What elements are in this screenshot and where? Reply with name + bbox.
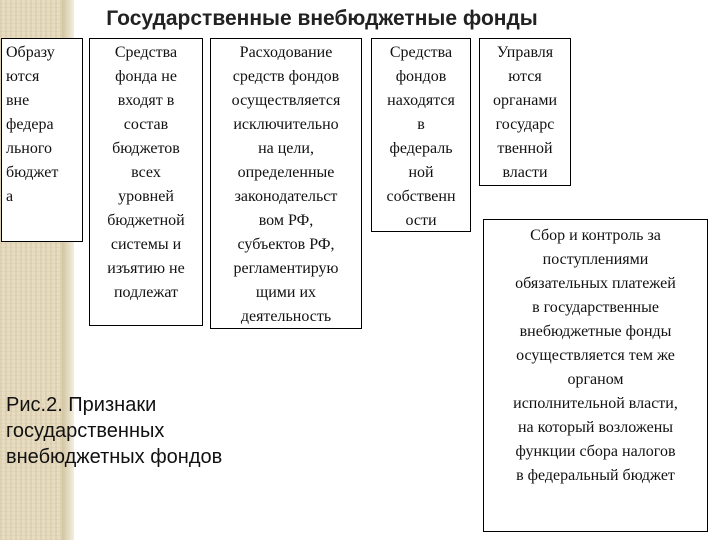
box-line: ости bbox=[405, 212, 437, 229]
feature-box-collection-control bbox=[483, 219, 708, 532]
box-line: осуществляется тем же bbox=[516, 347, 675, 364]
caption-line: внебюджетных фондов bbox=[6, 446, 223, 468]
box-line: льного bbox=[6, 140, 53, 157]
box-line: Средства bbox=[114, 44, 178, 61]
box-line: внебюджетные фонды bbox=[519, 323, 672, 340]
box-line: исполнительной власти, bbox=[513, 395, 678, 412]
box-line: на цели, bbox=[258, 140, 314, 157]
box-line: бюджетной bbox=[107, 212, 185, 229]
box-line: Сбор и контроль за bbox=[530, 227, 661, 244]
box-line: ются bbox=[508, 68, 542, 85]
feature-box-formed-outside-budget bbox=[1, 38, 83, 242]
box-line: подлежат bbox=[113, 284, 179, 301]
box-line: Образу bbox=[6, 44, 55, 61]
box-line: обязательных платежей bbox=[515, 275, 676, 292]
box-line: функции сбора налогов bbox=[515, 443, 676, 460]
box-line: регламентирую bbox=[233, 260, 339, 277]
box-line: Управля bbox=[496, 44, 554, 61]
caption-line: Рис.2. Признаки bbox=[6, 394, 157, 416]
box-line: федера bbox=[6, 116, 54, 133]
feature-box-federal-property bbox=[371, 38, 471, 232]
feature-box-not-in-budgets bbox=[89, 38, 203, 326]
box-line: состав bbox=[123, 116, 169, 133]
box-line: средств фондов bbox=[232, 68, 340, 85]
box-line: поступлениями bbox=[542, 251, 649, 268]
box-line: бюджет bbox=[6, 164, 59, 181]
feature-box-targeted-spending bbox=[210, 38, 362, 329]
box-line: вом РФ, bbox=[258, 212, 314, 229]
box-line: входят в bbox=[117, 92, 175, 109]
box-line: власти bbox=[502, 164, 548, 181]
box-line: Расходование bbox=[239, 44, 333, 61]
box-line: в федеральный бюджет bbox=[516, 467, 675, 484]
box-line: деятельность bbox=[240, 308, 332, 325]
box-line: федераль bbox=[389, 140, 453, 157]
box-line: законодательст bbox=[234, 188, 338, 205]
box-line: органами bbox=[492, 92, 557, 109]
box-line: ются bbox=[6, 68, 40, 85]
box-line: фондов bbox=[395, 68, 447, 85]
box-line: субъектов РФ, bbox=[237, 236, 335, 253]
box-line: осуществляется bbox=[231, 92, 341, 109]
box-line: всех bbox=[131, 164, 161, 181]
box-line: фонда не bbox=[115, 68, 177, 85]
box-line: государс bbox=[495, 116, 555, 133]
box-line: щими их bbox=[255, 284, 317, 301]
box-line: находятся bbox=[387, 92, 455, 109]
box-line: определенные bbox=[237, 164, 335, 181]
box-line: твенной bbox=[497, 140, 553, 157]
slide-title: Государственные внебюджетные фонды bbox=[106, 7, 538, 30]
box-line: собственн bbox=[386, 188, 456, 205]
box-line: органом bbox=[567, 371, 624, 388]
box-line: ной bbox=[408, 164, 434, 181]
box-line: бюджетов bbox=[112, 140, 180, 157]
box-line: уровней bbox=[118, 188, 174, 205]
caption-line: государственных bbox=[6, 420, 165, 442]
box-line: а bbox=[6, 188, 14, 205]
box-line: в bbox=[417, 116, 425, 133]
box-line: на который возложены bbox=[517, 419, 674, 436]
box-line: вне bbox=[6, 92, 30, 109]
figure-caption bbox=[6, 392, 306, 470]
box-line: системы и bbox=[110, 236, 182, 253]
box-line: Средства bbox=[389, 44, 453, 61]
feature-box-managed-by-state bbox=[479, 38, 571, 186]
box-line: изъятию не bbox=[107, 260, 185, 277]
box-line: исключительно bbox=[233, 116, 339, 133]
box-line: в государственные bbox=[532, 299, 659, 316]
